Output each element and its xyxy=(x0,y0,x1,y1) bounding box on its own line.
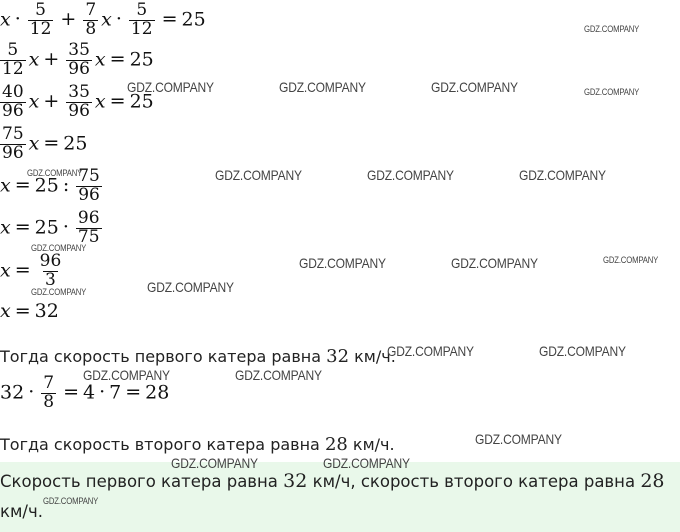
watermark: GDZ.COMPANY xyxy=(431,79,518,95)
watermark: GDZ.COMPANY xyxy=(31,287,87,297)
watermark: GDZ.COMPANY xyxy=(367,167,454,183)
equation-1: x · $\frac{5}{12}$ + $\frac{7}{8}$ x · $\frac{5}{12}$ = 25 xyxy=(0,0,206,39)
watermark: GDZ.COMPANY xyxy=(539,343,626,359)
equation-8: x = 32 xyxy=(0,300,59,322)
watermark: GDZ.COMPANY xyxy=(584,24,640,34)
watermark: GDZ.COMPANY xyxy=(279,79,366,95)
fraction: $\frac{35}{96}$ xyxy=(68,40,90,79)
watermark: GDZ.COMPANY xyxy=(475,431,562,447)
fraction: $\frac{7}{8}$ xyxy=(43,373,55,412)
fraction: $\frac{35}{96}$ xyxy=(68,82,90,121)
equation-6: x = 25 · $\frac{96}{75}$ xyxy=(0,208,100,247)
equation-3: $\frac{40}{96}$ x + $\frac{35}{96}$ x = 25 xyxy=(2,82,154,121)
text-second-boat-speed: Тогда скорость второго катера равна 28 км/ч. xyxy=(0,434,395,455)
text-first-boat-speed: Тогда скорость первого катера равна 32 км/ч. xyxy=(0,346,396,367)
fraction: $\frac{96}{75}$ xyxy=(77,208,100,247)
watermark: GDZ.COMPANY xyxy=(584,87,640,97)
fraction: $\frac{75}{96}$ xyxy=(78,166,100,205)
fraction: $\frac{75}{96}$ xyxy=(2,124,24,163)
watermark: GDZ.COMPANY xyxy=(387,343,474,359)
watermark: GDZ.COMPANY xyxy=(43,496,99,506)
equation-5: x = 25 : $\frac{75}{96}$ xyxy=(0,166,100,205)
watermark: GDZ.COMPANY xyxy=(31,243,87,253)
fraction: $\frac{40}{96}$ xyxy=(2,82,24,121)
answer-text: Скорость первого катера равна 32 км/ч, скорость второго катера равна 28 км/ч. xyxy=(0,470,665,521)
fraction: $\frac{7}{8}$ xyxy=(85,0,97,39)
watermark: GDZ.COMPANY xyxy=(83,367,170,383)
fraction: $\frac{5}{12}$ xyxy=(2,40,24,79)
watermark: GDZ.COMPANY xyxy=(215,167,302,183)
watermark: GDZ.COMPANY xyxy=(603,255,659,265)
watermark: GDZ.COMPANY xyxy=(519,167,606,183)
fraction: $\frac{5}{12}$ xyxy=(29,0,52,39)
watermark: GDZ.COMPANY xyxy=(323,455,410,471)
watermark: GDZ.COMPANY xyxy=(147,279,234,295)
equation-7: x = $\frac{96}{3}$ xyxy=(0,251,62,290)
watermark: GDZ.COMPANY xyxy=(127,79,214,95)
equation-2: $\frac{5}{12}$ x + $\frac{35}{96}$ x = 25 xyxy=(2,40,154,79)
equation-4: $\frac{75}{96}$ x = 25 xyxy=(2,124,88,163)
watermark: GDZ.COMPANY xyxy=(235,367,322,383)
fraction: $\frac{96}{3}$ xyxy=(39,251,62,290)
equation-9: 32 · $\frac{7}{8}$ = 4 · 7 = 28 xyxy=(0,373,170,412)
watermark: GDZ.COMPANY xyxy=(27,168,83,178)
fraction: $\frac{5}{12}$ xyxy=(130,0,153,39)
watermark: GDZ.COMPANY xyxy=(451,255,538,271)
watermark: GDZ.COMPANY xyxy=(299,255,386,271)
watermark: GDZ.COMPANY xyxy=(171,455,258,471)
